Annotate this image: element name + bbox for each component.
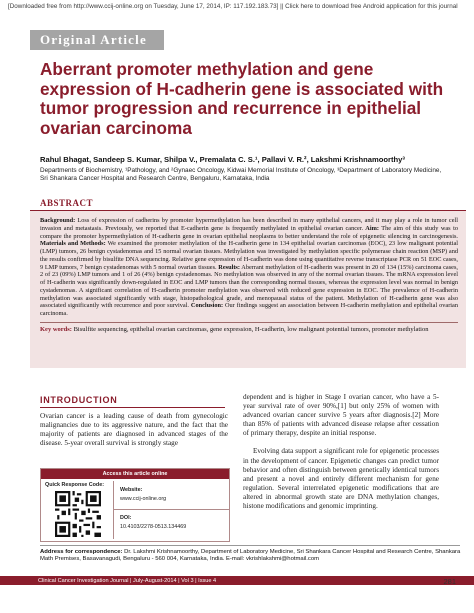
abstract-heading: ABSTRACT — [40, 198, 94, 208]
website-label: Website: — [120, 487, 143, 493]
introduction-rule — [40, 407, 225, 408]
abstract-divider — [40, 322, 458, 323]
background-text: Loss of expression of cadherins by promoter hypermethylation has been described in many epithelial cancers, and it may play a role in tumor cell invasion and metastasis. Previously, we reported that E-cadherin gene is frequently methylated in epithelial ovarian cancer. — [40, 217, 458, 232]
intro-right-column — [243, 393, 439, 511]
correspondence-address — [40, 549, 470, 564]
download-banner[interactable]: [Downloaded free from http://www.ccij-online.org on Tuesday, June 17, 2014, IP: 117.192.183.73] || Click here to download free Android application for this journal — [0, 0, 474, 14]
results-text: Aberrant methylation of H-cadherin was present in 20 of 134 (15%) carcinoma cases, 2 of 23 (09%) LMP tumors and 1 of 26 (4%) benign cystadenomas. No methylation was observed in any of the normal ovarian tissues. The mRNA expression level of H-cadherin was significantly down-regulated in EOC and LMP tumors than the corresponding normal tissues, whereas the expression level was normal in benign cystadenomas. A significant correlation of H-cadherin promoter methylation was observed with reduced gene expression in EOC. The prevalence of H-cadherin methylation was associated significantly with stage, histopathological grade, and menopausal status of the patient. Methylation of H-cadherin gene was also associated significantly with recurrence and poor survival. — [40, 263, 458, 310]
access-box-divider-vertical — [113, 481, 114, 539]
abstract-text — [40, 217, 458, 318]
keywords — [40, 326, 458, 334]
access-box-divider-horizontal — [113, 509, 229, 510]
intro-right-paragraph-2: Evolving data support a significant role for epigenetic processes in the development of cancer. Epigenetic changes can predict tumor behavior and often distinguish between genetically identical tumors and present a novel and entirely different mechanism for gene regulation. Several interrelated epigenetic modifications that are altered in abnormal growth state are DNA methylation changes, histone modifications and genomic imprinting. — [243, 447, 439, 511]
aim-text: The aim of this study was to compare the promoter hypermethylation of H-cadherin gene in ovarian epithelial neoplasms to better understand the role of epigenetic silencing in carcinogenesis. — [40, 224, 458, 240]
introduction-heading: INTRODUCTION — [40, 395, 118, 405]
aim-label: Aim: — [363, 224, 379, 232]
article-type-label: Original Article — [30, 30, 164, 50]
correspondence-rule — [40, 545, 460, 546]
doi-link[interactable]: 10.4103/2278-0513.134469 — [120, 524, 187, 530]
article-title: Aberrant promoter methylation and gene expression of H-cadherin gene is associated with tumor progression and recurrence in epithelial ovarian carcinoma — [40, 59, 444, 138]
author-list: Rahul Bhagat, Sandeep S. Kumar, Shilpa V., Premalata C. S.¹, Pallavi V. R.², Lakshmi Krishnamoorthy³ — [40, 155, 405, 164]
qr-code-label: Quick Response Code: — [45, 482, 105, 488]
affiliation-line-2: Sri Shankara Cancer Hospital and Research Centre, Bengaluru, Karnataka, India — [40, 175, 270, 183]
affiliation-line-1: Departments of Biochemistry, ¹Pathology, and ²Gynaec Oncology, Kidwai Memorial Institute of Oncology, ³Department of Laboratory Medicine, — [40, 167, 442, 174]
conclusion-text: Our findings suggest an association between H-cadherin methylation and epithelial ovarian carcinoma. — [40, 302, 458, 317]
methods-text: We examined the promoter methylation of the H-cadherin gene in 134 epithelial ovarian carcinomas (EOC), 23 low malignant potential (LMP) tumors, 26 benign cystadenomas and 15 normal ovarian tissues. Methylation was investigated by methylation specific polymerase chain reaction (MSP) and the results confirmed by bisulfite DNA sequencing. Relative gene expression of H-cadherin was done using quantitative reverse transcriptase PCR on 51 EOC cases, 9 LMP tumors, 7 benign cystadenomas with 5 normal ovarian tissues. — [40, 240, 458, 271]
affiliations — [40, 167, 460, 184]
page-number: 281 — [443, 577, 456, 586]
keywords-label: Key words: — [40, 325, 72, 333]
conclusion-label: Conclusion: — [189, 302, 224, 310]
results-label: Results: — [216, 263, 240, 271]
access-article-box — [40, 468, 230, 542]
doi-label: DOI: — [120, 515, 132, 521]
background-label: Background: — [40, 217, 76, 224]
journal-footer: Clinical Cancer Investigation Journal | July-August-2014 | Vol 3 | Issue 4 — [0, 576, 474, 585]
correspondence-text: Dr. Lakshmi Krishnamoorthy, Department of Laboratory Medicine, Sri Shankara Cancer Hospital and Research Centre, Shankara Math Premises, Basavanagudi, Bengaluru - 560 004, Karnataka, India. E-mail: vkrishlakshmi@hotmail.com — [40, 549, 461, 563]
correspondence-label: Address for correspondence: — [40, 549, 123, 555]
intro-right-paragraph-1: dependent and is higher in Stage I ovarian cancer, who have a 5-year survival rate of over 90%,[1] but only 25% of women with advanced ovarian cancer survive 5 years after diagnosis.[2] More than 85% of patients with advanced disease relapse after cessation of primary therapy, despite an initial response. — [243, 393, 439, 438]
methods-label: Materials and Methods: — [40, 240, 106, 248]
website-link[interactable]: www.ccij-online.org — [120, 496, 167, 502]
abstract-box — [30, 210, 466, 368]
keywords-text: Bisulfite sequencing, epithelial ovarian carcinomas, gene expression, H-cadherin, low malignant potential tumors, promoter methylation — [71, 325, 429, 333]
qr-code-icon[interactable] — [55, 491, 101, 537]
access-box-header: Access this article online — [41, 469, 229, 479]
intro-left-paragraph: Ovarian cancer is a leading cause of death from gynecologic malignancies due to its aggressive nature, and the fact that the majority of patients are diagnosed in advanced stages of the disease. 5-year overall survival is strongly stage — [40, 412, 228, 448]
